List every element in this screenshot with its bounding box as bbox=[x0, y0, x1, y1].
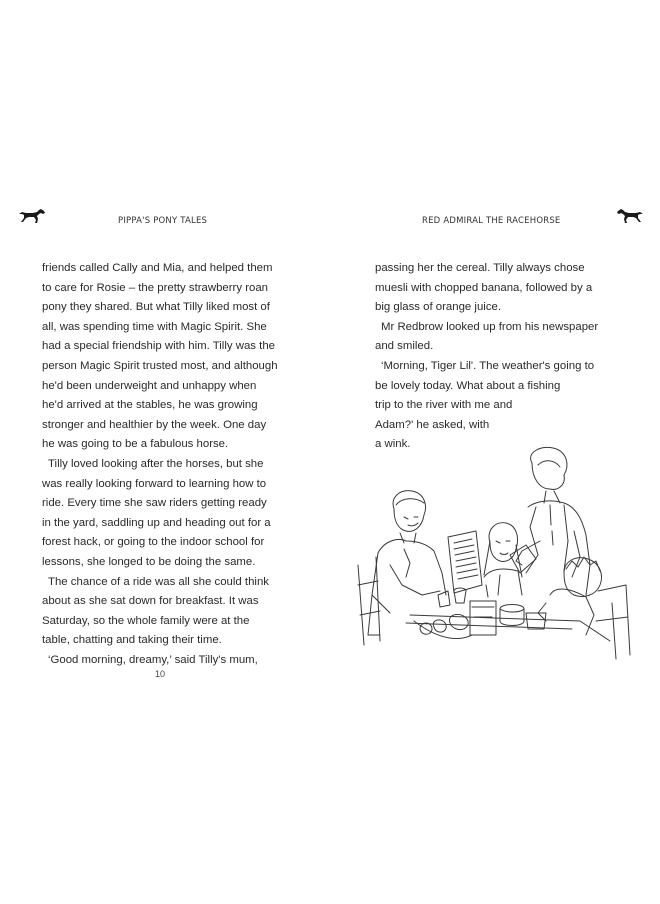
text-line: friends called Cally and Mia, and helped them bbox=[42, 262, 273, 274]
text-line: muesli with chopped banana, followed by a bbox=[375, 281, 593, 294]
text-line: about as she sat down for breakfast. It was bbox=[42, 595, 259, 608]
text-line: stronger and healthier by the week. One day bbox=[42, 418, 267, 431]
text-line: pony they shared. But what Tilly liked most of bbox=[42, 301, 270, 314]
text-line: in the yard, saddling up and heading out for a bbox=[42, 516, 271, 529]
text-line: Adam?' he asked, with bbox=[375, 418, 490, 431]
text-line: Tilly loved looking after the horses, but she bbox=[48, 457, 264, 470]
text-line: Mr Redbrow looked up from his newspaper bbox=[381, 320, 599, 333]
text-line: forest hack, or going to the indoor school for bbox=[42, 536, 265, 549]
text-line: ‘Good morning, dreamy,’ said Tilly's mum, bbox=[48, 653, 258, 666]
text-line: Saturday, so the whole family were at the bbox=[42, 614, 250, 627]
mum-figure bbox=[510, 447, 590, 595]
text-line: he'd been underweight and unhappy when bbox=[42, 379, 257, 392]
running-header: PIPPA'S PONY TALES bbox=[118, 216, 208, 226]
horse-logo-icon bbox=[616, 208, 644, 224]
text-line: ride. Every time she saw riders getting ready bbox=[42, 497, 267, 510]
right-page bbox=[330, 0, 660, 904]
dad-figure bbox=[368, 491, 446, 635]
text-line: and smiled. bbox=[375, 340, 434, 353]
page-number: 10 bbox=[155, 669, 166, 679]
text-line: ‘Morning, Tiger Lil'. The weather's going to bbox=[381, 359, 595, 372]
text-line: big glass of orange juice. bbox=[375, 301, 502, 314]
text-line: all, was spending time with Magic Spirit. She bbox=[42, 320, 267, 333]
breakfast-family-illustration bbox=[350, 445, 635, 665]
text-line: The chance of a ride was all she could think bbox=[48, 575, 269, 588]
text-line: he was going to be a fabulous horse. bbox=[42, 438, 229, 451]
body-text-left bbox=[42, 259, 278, 670]
text-line: lessons, she longed to be doing the same. bbox=[42, 555, 256, 568]
text-line: trip to the river with me and bbox=[375, 399, 513, 412]
text-line: he'd arrived at the stables, he was growing bbox=[42, 399, 258, 412]
horse-logo-icon bbox=[18, 208, 46, 224]
text-line: a wink. bbox=[375, 438, 411, 451]
running-header: RED ADMIRAL THE RACEHORSE bbox=[422, 216, 561, 226]
newspaper bbox=[448, 531, 482, 593]
adam-figure bbox=[538, 557, 602, 635]
text-line: had a special friendship with him. Tilly was the bbox=[42, 340, 275, 353]
text-line: passing her the cereal. Tilly always chose bbox=[375, 262, 585, 274]
text-line: person Magic Spirit trusted most, and although bbox=[42, 359, 278, 372]
body-text-right bbox=[375, 259, 598, 455]
text-line: was really looking forward to learning how to bbox=[42, 477, 267, 490]
text-line: to care for Rosie – the pretty strawberry roan bbox=[42, 281, 269, 294]
text-line: be lovely today. What about a fishing bbox=[375, 379, 561, 392]
text-line: table, chatting and taking their time. bbox=[42, 634, 222, 647]
